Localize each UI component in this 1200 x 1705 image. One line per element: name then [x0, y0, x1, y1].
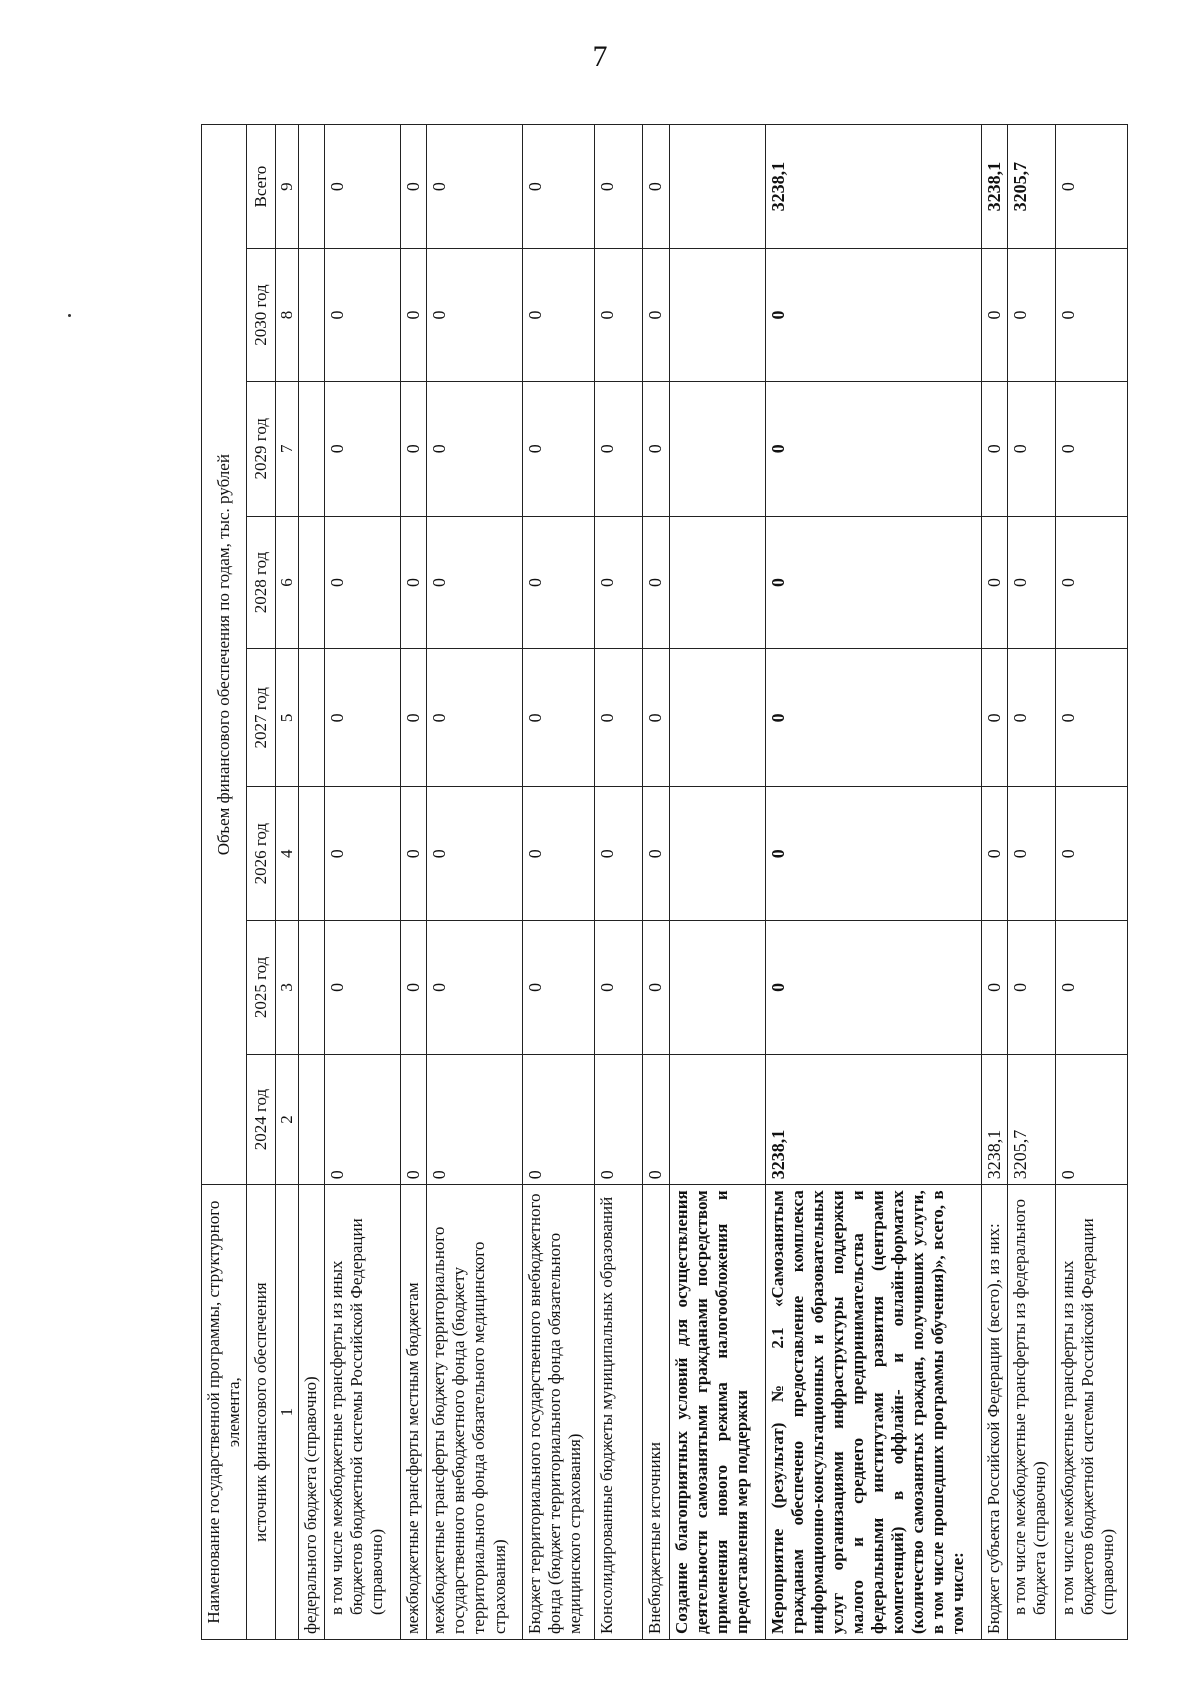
table-row: [523, 125, 595, 1640]
row-value: 0: [1055, 649, 1127, 787]
row-value: 0: [765, 249, 981, 382]
row-value: 0: [981, 921, 1007, 1055]
header-year: 2025 год: [247, 921, 276, 1055]
row-value: 0: [643, 381, 669, 516]
row-value: 0: [427, 516, 523, 649]
row-value: 0: [981, 381, 1007, 516]
rotated-table-container: [201, 124, 1117, 1640]
header-year: 2027 год: [247, 649, 276, 787]
row-value: 0: [427, 649, 523, 787]
row-value: 0: [325, 125, 401, 249]
row-value: [299, 249, 325, 382]
budget-table: [201, 124, 1128, 1640]
column-index: 4: [276, 787, 299, 921]
row-value: 0: [1055, 381, 1127, 516]
row-value: 3238,1: [981, 125, 1007, 249]
row-value: 0: [595, 921, 643, 1055]
row-value: 0: [765, 381, 981, 516]
row-value: [299, 649, 325, 787]
row-value: 0: [325, 649, 401, 787]
table-row: [401, 125, 427, 1640]
column-index: 6: [276, 516, 299, 649]
row-value: 0: [523, 381, 595, 516]
column-index: 9: [276, 125, 299, 249]
row-value: [669, 516, 765, 649]
row-value: 0: [325, 787, 401, 921]
row-value: 0: [523, 516, 595, 649]
row-value: 0: [765, 921, 981, 1055]
row-value: 0: [595, 381, 643, 516]
row-value: 0: [1007, 787, 1055, 921]
row-value: 0: [1007, 921, 1055, 1055]
row-value: 0: [643, 1054, 669, 1185]
row-value: 0: [1055, 1054, 1127, 1185]
header-year: 2029 год: [247, 381, 276, 516]
row-value: 3238,1: [765, 125, 981, 249]
row-value: 0: [595, 516, 643, 649]
row-value: 0: [523, 1054, 595, 1185]
header-volume: Объем финансового обеспечения по годам, тыс. рублей: [202, 125, 247, 1185]
row-value: 0: [401, 381, 427, 516]
row-name: межбюджетные трансферты местным бюджетам: [401, 1185, 427, 1640]
row-value: 0: [401, 125, 427, 249]
column-index: 7: [276, 381, 299, 516]
row-value: 0: [981, 787, 1007, 921]
row-value: 0: [1007, 249, 1055, 382]
header-year: 2030 год: [247, 249, 276, 382]
table-row-section: [669, 125, 765, 1640]
row-value: 0: [325, 516, 401, 649]
column-index: 5: [276, 649, 299, 787]
row-value: [299, 1054, 325, 1185]
header-total: Всего: [247, 125, 276, 249]
row-value: 0: [523, 125, 595, 249]
row-value: [669, 125, 765, 249]
header-name-top: Наименование государственной программы, структурного элемента,: [202, 1185, 247, 1640]
row-value: 0: [401, 649, 427, 787]
row-value: 0: [401, 921, 427, 1055]
row-value: 0: [401, 787, 427, 921]
column-index: 8: [276, 249, 299, 382]
row-value: 0: [427, 787, 523, 921]
row-value: 0: [643, 125, 669, 249]
row-value: [669, 787, 765, 921]
row-value: 0: [595, 787, 643, 921]
row-value: 0: [643, 921, 669, 1055]
row-value: 3238,1: [981, 1054, 1007, 1185]
row-value: [299, 381, 325, 516]
row-value: 0: [765, 649, 981, 787]
row-value: 0: [325, 249, 401, 382]
row-value: 0: [1055, 249, 1127, 382]
row-value: 0: [523, 787, 595, 921]
row-value: 3238,1: [765, 1054, 981, 1185]
row-name: Внебюджетные источники: [643, 1185, 669, 1640]
page-number: 7: [592, 40, 608, 73]
row-value: 0: [765, 787, 981, 921]
row-value: 3205,7: [1007, 125, 1055, 249]
row-value: 0: [1055, 787, 1127, 921]
row-value: 0: [1007, 381, 1055, 516]
row-value: 0: [1055, 516, 1127, 649]
row-value: [669, 921, 765, 1055]
row-value: 3205,7: [1007, 1054, 1055, 1185]
row-value: 0: [765, 516, 981, 649]
row-name: федерального бюджета (справочно): [299, 1185, 325, 1640]
row-value: 0: [427, 125, 523, 249]
column-index: 3: [276, 921, 299, 1055]
row-value: 0: [427, 1054, 523, 1185]
row-value: 0: [427, 249, 523, 382]
row-name: Бюджет субъекта Российской Федерации (всего), из них:: [981, 1185, 1007, 1640]
row-value: 0: [595, 1054, 643, 1185]
row-name: Консолидированные бюджеты муниципальных образований: [595, 1185, 643, 1640]
row-value: 0: [401, 249, 427, 382]
table-row: [299, 125, 325, 1640]
header-row-years: [247, 125, 276, 1640]
row-value: [669, 249, 765, 382]
row-value: 0: [643, 787, 669, 921]
row-value: 0: [401, 516, 427, 649]
table-row: [325, 125, 401, 1640]
table-row: [981, 125, 1007, 1640]
row-value: [669, 381, 765, 516]
row-value: 0: [643, 649, 669, 787]
row-name: в том числе межбюджетные трансферты из иных бюджетов бюджетной системы Российской Федерации (справочно): [325, 1185, 401, 1640]
row-value: [669, 1054, 765, 1185]
row-name: межбюджетные трансферты бюджету территориального государственного внебюджетного фонда (бюджету территориального фонда обязательного медицинского страхования): [427, 1185, 523, 1640]
table-row-measure: [765, 125, 981, 1640]
row-value: 0: [1055, 125, 1127, 249]
row-name: Бюджет территориального государственного внебюджетного фонда (бюджет территориального фонда обязательного медицинского страхования): [523, 1185, 595, 1640]
row-name: Мероприятие (результат) № 2.1 «Самозанятым гражданам обеспечено предоставление комплекса информационно-консультационных и образовательных услуг организациями инфраструктуры поддержки малого и среднего предпринимательства и федеральными институтами развития (центрами компетенций) в оффлайн- и онлайн-форматах (количество самозанятых граждан, получивших услуги, в том числе прошедших программы обучения)», всего, в том числе:: [765, 1185, 981, 1640]
row-value: 0: [325, 1054, 401, 1185]
row-value: 0: [643, 516, 669, 649]
row-value: 0: [401, 1054, 427, 1185]
table-row: [643, 125, 669, 1640]
table-row: [427, 125, 523, 1640]
row-value: [299, 787, 325, 921]
header-name-bottom: источник финансового обеспечения: [247, 1185, 276, 1640]
row-value: 0: [523, 249, 595, 382]
row-value: 0: [325, 381, 401, 516]
row-value: 0: [1007, 649, 1055, 787]
row-value: [299, 921, 325, 1055]
row-value: 0: [325, 921, 401, 1055]
table-row: [1007, 125, 1055, 1640]
header-year: 2026 год: [247, 787, 276, 921]
row-value: 0: [981, 649, 1007, 787]
row-value: 0: [427, 381, 523, 516]
column-index: 1: [276, 1185, 299, 1640]
row-name: Создание благоприятных условий для осуществления деятельности самозанятыми гражданами посредством применения нового режима налогообложения и предоставления мер поддержки: [669, 1185, 765, 1640]
row-value: 0: [595, 125, 643, 249]
row-value: 0: [643, 249, 669, 382]
row-value: 0: [523, 649, 595, 787]
row-name: в том числе межбюджетные трансферты из федерального бюджета (справочно): [1007, 1185, 1055, 1640]
header-year: 2024 год: [247, 1054, 276, 1185]
table-row: [595, 125, 643, 1640]
column-index-row: [276, 125, 299, 1640]
row-value: 0: [981, 249, 1007, 382]
row-value: 0: [981, 516, 1007, 649]
row-value: 0: [595, 649, 643, 787]
scan-speck: [68, 314, 71, 317]
column-index: 2: [276, 1054, 299, 1185]
row-value: 0: [427, 921, 523, 1055]
row-name: в том числе межбюджетные трансферты из иных бюджетов бюджетной системы Российской Федерации (справочно): [1055, 1185, 1127, 1640]
header-year: 2028 год: [247, 516, 276, 649]
row-value: [299, 125, 325, 249]
table-row: [1055, 125, 1127, 1640]
row-value: [669, 649, 765, 787]
row-value: 0: [1055, 921, 1127, 1055]
row-value: 0: [1007, 516, 1055, 649]
row-value: 0: [595, 249, 643, 382]
row-value: [299, 516, 325, 649]
header-row-volume: [202, 125, 247, 1640]
row-value: 0: [523, 921, 595, 1055]
